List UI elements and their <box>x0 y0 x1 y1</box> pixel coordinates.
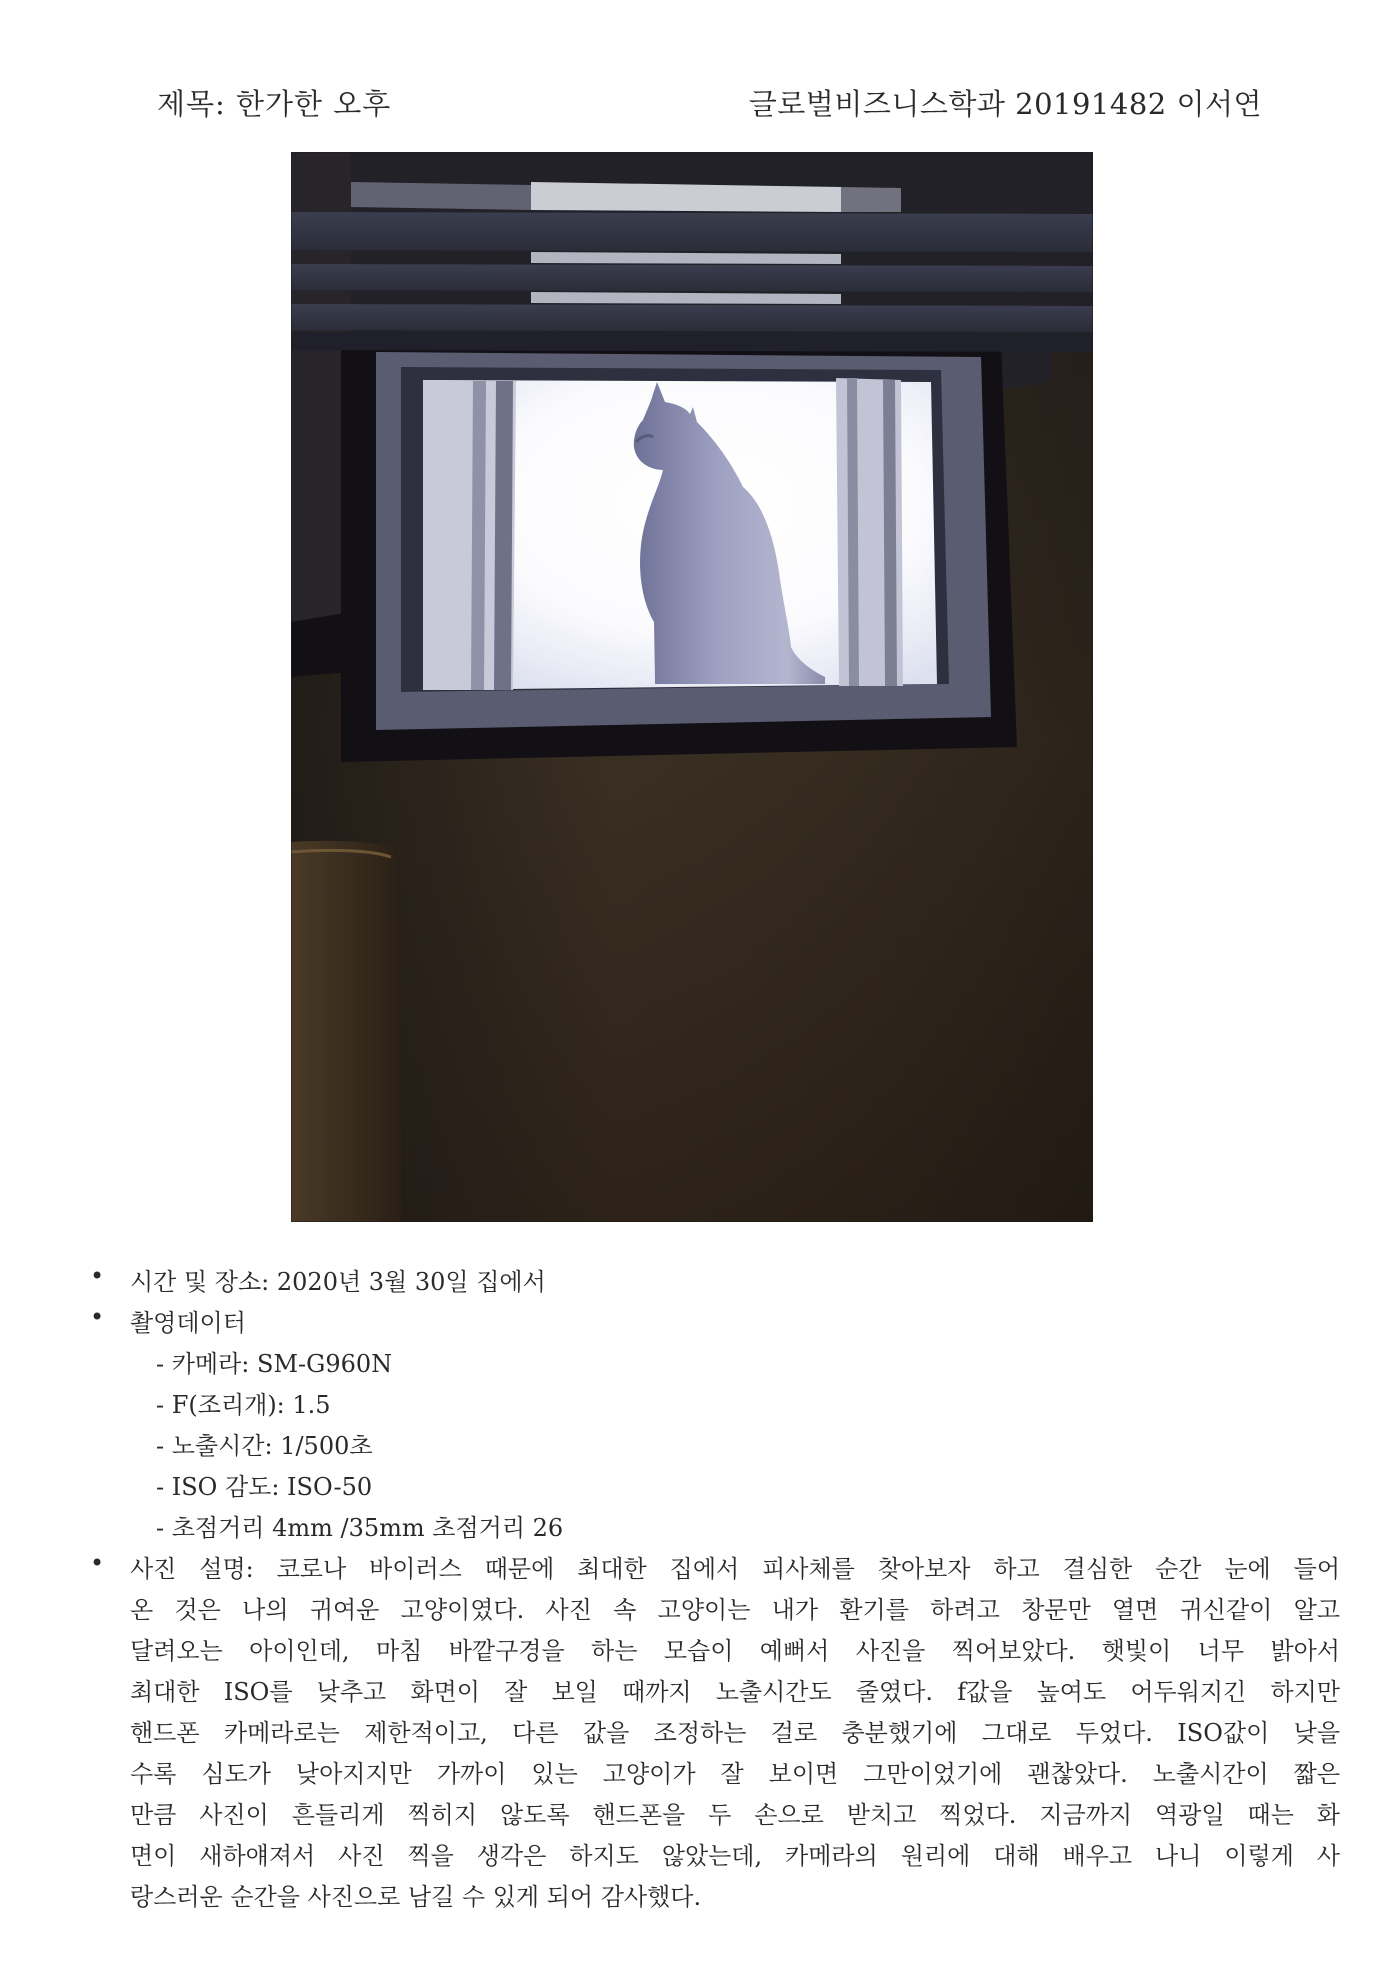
iso-item <box>156 1467 1340 1508</box>
list-item-shooting-data <box>90 1303 1340 1549</box>
description-line: 최대한 ISO를 낮추고 화면이 잘 보일 때까지 노출시간도 줄였다. f값을 높여도 어두워지긴 하지만 <box>130 1678 1340 1706</box>
list-item-description <box>90 1549 1340 1918</box>
description-line: 온 것은 나의 귀여운 고양이였다. 사진 속 고양이는 내가 환기를 하려고 창문만 열면 귀신같이 알고 <box>130 1596 1340 1624</box>
description-line: 만큼 사진이 흔들리게 찍히지 않도록 핸드폰을 두 손으로 받치고 찍었다. 지금까지 역광일 때는 화 <box>130 1801 1340 1829</box>
bullet-marker: • <box>90 1262 105 1290</box>
description-line: 면이 새하얘져서 사진 찍을 생각은 하지도 않았는데, 카메라의 원리에 대해 배우고 나니 이렇게 사 <box>130 1842 1340 1870</box>
sub-marker: - <box>156 1432 165 1460</box>
description-line: 달려오는 아이인데, 마침 바깥구경을 하는 모습이 예뻐서 사진을 찍어보았다. 햇빛이 너무 밝아서 <box>130 1637 1340 1665</box>
sub-marker: - <box>156 1514 165 1542</box>
aperture-item <box>156 1385 1340 1426</box>
focal-length-text: 초점거리 4mm /35mm 초점거리 26 <box>171 1514 564 1542</box>
iso-text: ISO 감도: ISO-50 <box>171 1473 373 1501</box>
aperture-text: F(조리개): 1.5 <box>171 1391 331 1419</box>
description-line: 랑스러운 순간을 사진으로 남길 수 있게 되어 감사했다. <box>130 1883 702 1911</box>
description-line: 수록 심도가 낮아지지만 가까이 있는 고양이가 잘 보이면 그만이었기에 괜찮았다. 노출시간이 짧은 <box>130 1760 1340 1788</box>
sub-marker: - <box>156 1391 165 1419</box>
cat-window-photo <box>291 152 1093 1222</box>
author-info: 글로벌비즈니스학과 20191482 이서연 <box>748 87 1262 121</box>
exposure-text: 노출시간: 1/500초 <box>171 1432 373 1460</box>
shooting-data-list <box>130 1344 1340 1549</box>
focal-length-item <box>156 1508 1340 1549</box>
info-list <box>90 1262 1340 1918</box>
sub-marker: - <box>156 1350 165 1378</box>
document-title: 제목: 한가한 오후 <box>157 87 392 121</box>
sub-marker: - <box>156 1473 165 1501</box>
time-place-text: 시간 및 장소: 2020년 3월 30일 집에서 <box>130 1268 546 1296</box>
exposure-item <box>156 1426 1340 1467</box>
bullet-marker: • <box>90 1303 105 1331</box>
camera-model-item <box>156 1344 1340 1385</box>
description-line: 핸드폰 카메라로는 제한적이고, 다른 값을 조정하는 걸로 충분했기에 그대로 두었다. ISO값이 낮을 <box>130 1719 1340 1747</box>
shooting-data-label: 촬영데이터 <box>130 1309 246 1337</box>
document-header <box>0 82 1400 122</box>
description-line: 사진 설명: 코로나 바이러스 때문에 최대한 집에서 피사체를 찾아보자 하고 결심한 순간 눈에 들어 <box>130 1555 1340 1583</box>
list-item-time-place <box>90 1262 1340 1303</box>
camera-model-text: 카메라: SM-G960N <box>171 1350 393 1378</box>
bullet-marker: • <box>90 1549 105 1577</box>
